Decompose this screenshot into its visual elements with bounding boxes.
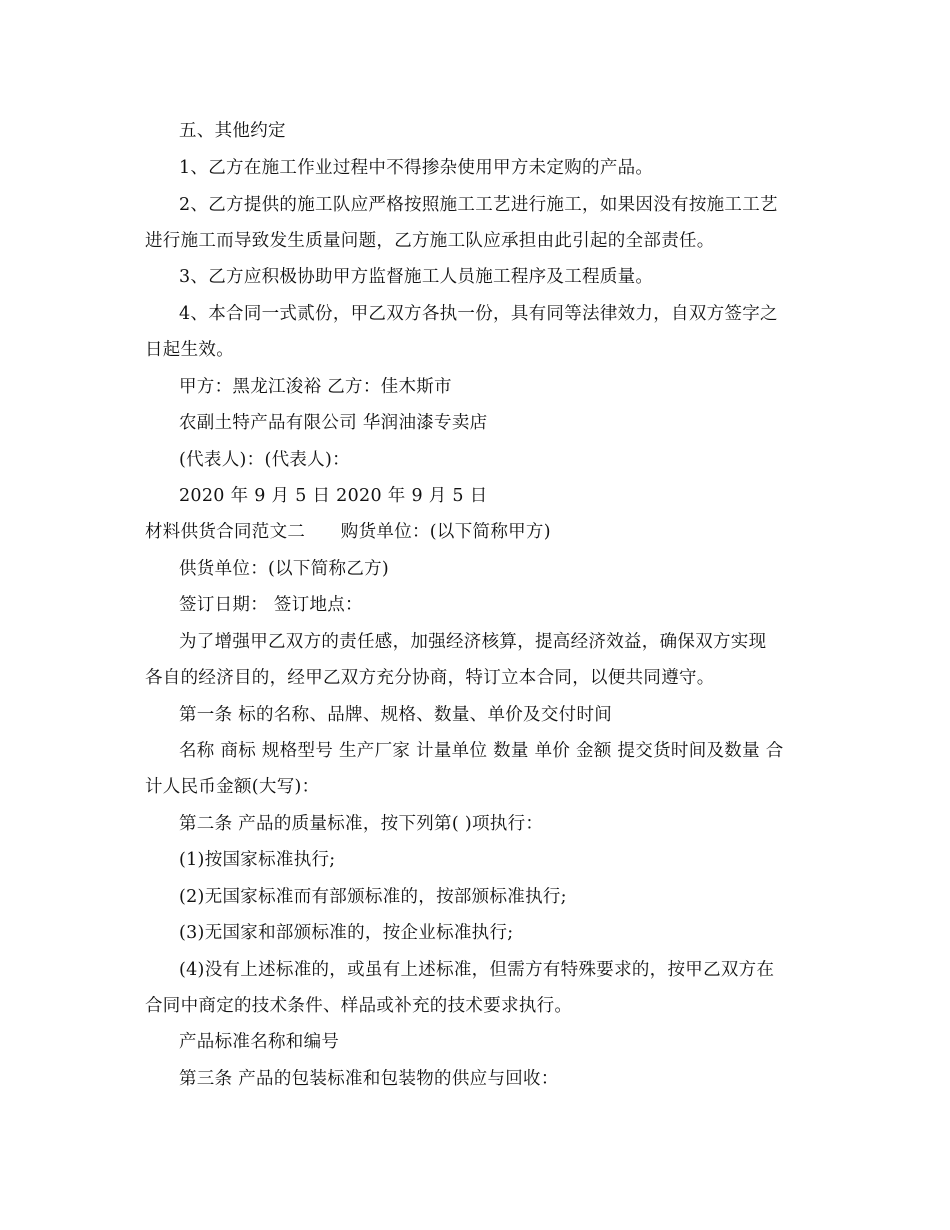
preamble: 为了增强甲乙双方的责任感，加强经济核算，提高经济效益，确保双方实现	[179, 632, 767, 652]
article-3: 第三条 产品的包装标准和包装物的供应与回收：	[179, 1069, 559, 1089]
article-2-item-3: (3)无国家和部颁标准的，按企业标准执行;	[179, 923, 514, 943]
article-2-item-4-continued: 合同中商定的技术条件、样品或补充的技术要求执行。	[145, 996, 573, 1016]
article-1: 第一条 标的名称、品牌、规格、数量、单价及交付时间	[179, 705, 613, 725]
clause-2: 2、乙方提供的施工队应严格按照施工工艺进行施工，如果因没有按施工工艺	[179, 195, 778, 215]
article-2-item-4: (4)没有上述标准的，或虽有上述标准，但需方有特殊要求的，按甲乙双方在	[179, 960, 775, 980]
clause-4: 4、本合同一式贰份，甲乙双方各执一份，具有同等法律效力，自双方签字之	[179, 304, 778, 324]
signing-date-place: 签订日期： 签订地点：	[179, 595, 363, 615]
supplier-unit: 供货单位：(以下简称乙方)	[179, 559, 390, 579]
party-companies: 农副土特产品有限公司 华润油漆专卖店	[179, 413, 488, 433]
clause-2-continued: 进行施工而导致发生质量问题，乙方施工队应承担由此引起的全部责任。	[145, 231, 715, 251]
signing-dates: 2020 年 9 月 5 日 2020 年 9 月 5 日	[179, 486, 488, 506]
product-standard-name: 产品标准名称和编号	[179, 1032, 340, 1052]
clause-4-continued: 日起生效。	[145, 340, 234, 360]
preamble-continued: 各自的经济目的，经甲乙双方充分协商，特订立本合同，以便共同遵守。	[145, 668, 715, 688]
article-2-item-1: (1)按国家标准执行;	[179, 850, 336, 870]
article-2: 第二条 产品的质量标准，按下列第( )项执行：	[179, 814, 544, 834]
clause-3: 3、乙方应积极协助甲方监督施工人员施工程序及工程质量。	[179, 267, 654, 287]
clause-1: 1、乙方在施工作业过程中不得掺杂使用甲方未定购的产品。	[179, 158, 654, 178]
representatives: (代表人)：(代表人)：	[179, 450, 350, 470]
party-names: 甲方：黑龙江浚裕 乙方：佳木斯市	[179, 377, 452, 397]
article-1-fields-continued: 计人民币金额(大写)：	[145, 777, 320, 797]
article-1-fields: 名称 商标 规格型号 生产厂家 计量单位 数量 单价 金额 提交货时间及数量 合	[179, 741, 784, 761]
sample-two-title: 材料供货合同范文二 购货单位：(以下简称甲方)	[145, 522, 551, 542]
section-heading-other-terms: 五、其他约定	[179, 121, 286, 141]
article-2-item-2: (2)无国家标准而有部颁标准的，按部颁标准执行;	[179, 887, 567, 907]
